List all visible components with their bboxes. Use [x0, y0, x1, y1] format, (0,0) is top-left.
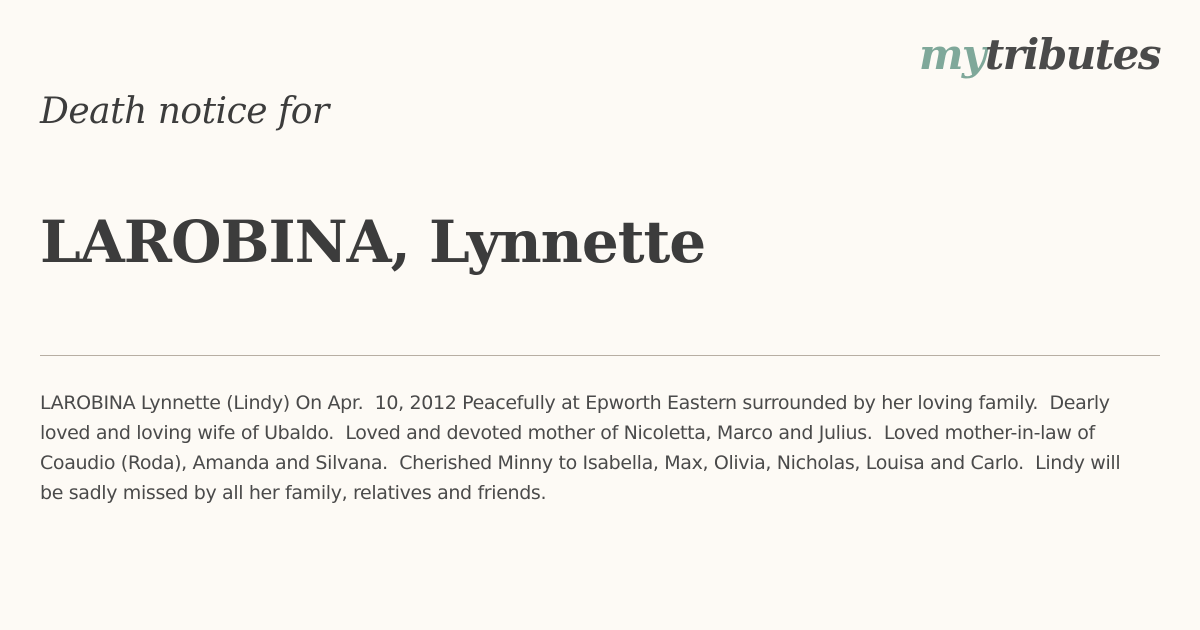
mytributes-logo[interactable]: [918, 30, 1160, 79]
logo-my-text: my: [918, 30, 985, 79]
death-notice-body-text: LAROBINA Lynnette (Lindy) On Apr. 10, 2012 Peacefully at Epworth Eastern surrounded by her loving family. Dearly loved and loving wife of Ubaldo. Loved and devoted mother of Nicoletta, Marco and Julius. Loved mother-in-law of Coaudio (Roda), Amanda and Silvana. Cherished Minny to Isabella, Max, Olivia, Nicholas, Louisa and Carlo. Lindy will be sadly missed by all her family, relatives and friends.: [40, 392, 1126, 504]
death-notice-subtitle: Death notice for: [40, 91, 329, 132]
deceased-name-heading: LAROBINA, Lynnette: [40, 208, 706, 276]
logo-tributes-text: tributes: [984, 30, 1160, 79]
section-divider: [40, 355, 1160, 356]
